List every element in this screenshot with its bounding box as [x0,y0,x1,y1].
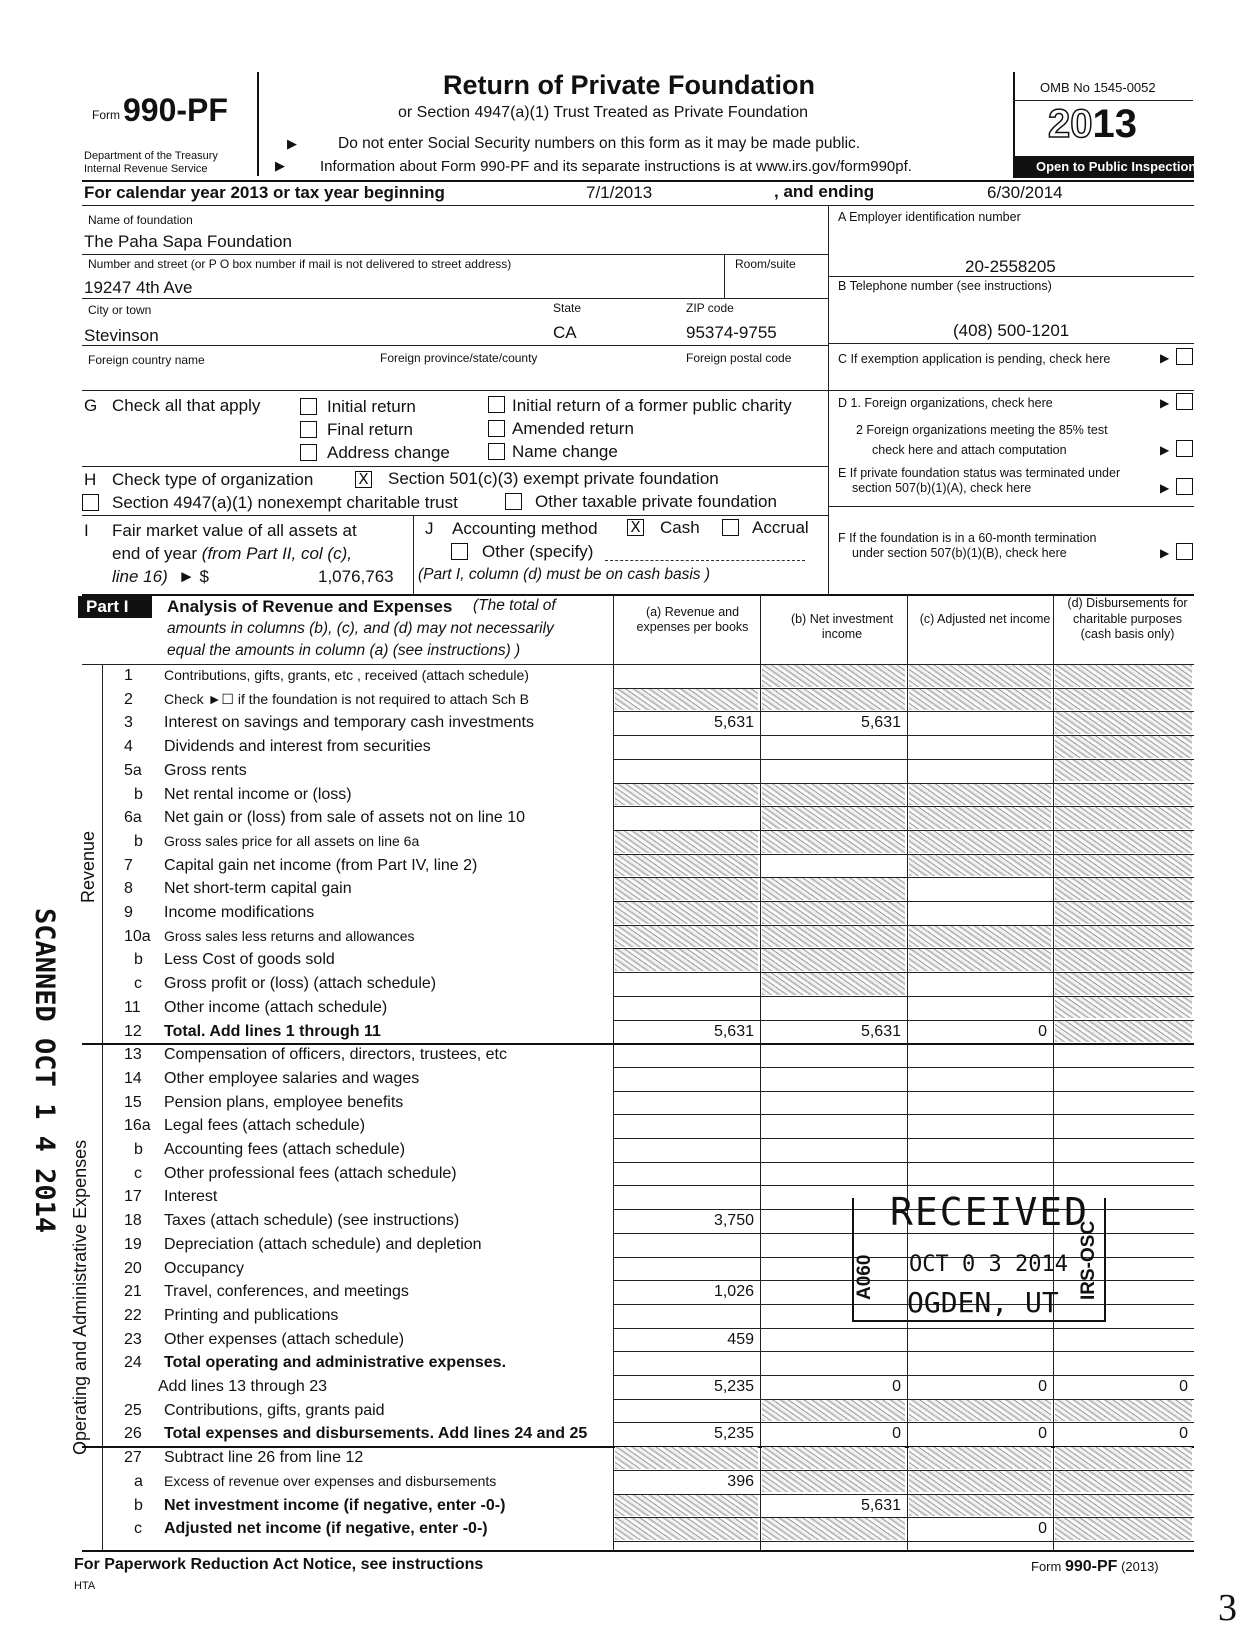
row-number: 5a [124,761,142,779]
row-label: Taxes (attach schedule) (see instructions) [164,1212,460,1230]
h-title: Check type of organization [112,470,314,489]
row-number: 26 [124,1425,142,1443]
shaded-cell [1055,855,1192,877]
initial-former-checkbox[interactable] [488,396,505,413]
stamp-received: RECEIVED [890,1190,1090,1234]
foreign-org-checkbox[interactable] [1176,393,1193,410]
row-label: Other professional fees (attach schedule) [164,1164,457,1182]
shaded-cell [909,1400,1051,1422]
expenses-side-label: Operating and Administrative Expenses [70,1139,90,1455]
row-number: 11 [124,998,141,1016]
cell-col-c[interactable]: 0 [1038,1425,1047,1443]
g-label: G [84,396,98,415]
shaded-cell [615,902,758,924]
i-arrow: ► $ [178,567,210,586]
row-number: 3 [124,714,133,732]
address-change-checkbox[interactable] [300,444,317,461]
cash-checkbox[interactable]: X [627,519,644,536]
row-number: 17 [124,1188,142,1206]
phone: (408) 500-1201 [953,321,1070,340]
row-label: Compensation of officers, directors, trustees, etc [164,1046,507,1064]
row-number: 14 [124,1069,142,1087]
arrow-icon: ▶ [1160,443,1170,457]
shaded-cell [909,689,1051,711]
ein-label: A Employer identification number [838,210,1021,224]
part1-desc-1: (The total of [473,597,556,614]
shaded-cell [762,1400,905,1422]
shaded-cell [1055,736,1192,758]
shaded-cell [1055,1447,1192,1469]
shaded-cell [762,1447,905,1469]
row-number: b [134,1496,143,1514]
cash-label: Cash [660,518,700,537]
cell-col-c[interactable]: 0 [1038,1378,1047,1395]
period-begin: 7/1/2013 [586,183,653,202]
other-method-checkbox[interactable] [451,543,468,560]
stamp-left-code: A060 [854,1254,875,1300]
row-label: Depreciation (attach schedule) and depletion [164,1235,482,1253]
col-b-header: (b) Net investment income [790,612,894,641]
shaded-cell [615,689,758,711]
shaded-cell [1055,1471,1192,1493]
f-label-2: under section 507(b)(1)(B), check here [852,546,1067,560]
row-label: Other income (attach schedule) [164,998,388,1016]
row-label: Income modifications [164,904,315,921]
shaded-cell [1055,1518,1192,1540]
zip-label: ZIP code [686,301,734,315]
form-number: 990-PF [123,92,228,128]
i-line2: end of year (from Part II, col (c), [112,544,352,563]
footer-form-ref: Form 990-PF (2013) [1031,1558,1159,1575]
shaded-cell [1055,973,1192,995]
shaded-cell [615,831,758,853]
row-label: Gross rents [164,761,247,779]
501c3-checkbox[interactable]: X [355,471,372,488]
arrow-icon: ▶ [275,158,285,173]
stamp-date: OCT 0 3 2014 [909,1252,1068,1277]
row-number: a [134,1472,143,1490]
name-change-label: Name change [512,442,618,461]
sixty-month-checkbox[interactable] [1176,543,1193,560]
shaded-cell [615,1518,758,1540]
shaded-cell [909,1471,1051,1493]
state-label: State [553,301,582,315]
shaded-cell [762,784,905,806]
e-label-2: section 507(b)(1)(A), check here [852,481,1032,495]
tax-year: 2013 [1048,102,1137,146]
cell-col-d[interactable]: 0 [1179,1378,1188,1395]
row-label: Interest on savings and temporary cash investments [164,714,534,732]
i-label: I [84,521,89,540]
initial-former-label: Initial return of a former public charity [512,396,792,415]
form-title: Return of Private Foundation [443,70,816,100]
row-label: Net rental income or (loss) [164,785,352,803]
shaded-cell [762,1518,905,1540]
col-a-header: (a) Revenue and expenses per books [636,605,749,634]
row-label: Gross profit or (loss) (attach schedule) [164,975,437,993]
form-subtitle: or Section 4947(a)(1) Trust Treated as Private Foundation [398,104,808,121]
row-number: c [134,1520,142,1538]
form-prefix: Form [92,108,120,122]
row-label: Legal fees (attach schedule) [164,1117,366,1135]
row-label: Adjusted net income (if negative, enter -0-) [164,1520,488,1538]
foundation-name: The Paha Sapa Foundation [84,232,292,251]
cell-col-b[interactable]: 0 [892,1425,901,1443]
part1-title: Analysis of Revenue and Expenses [167,597,453,616]
foreign-province-label: Foreign province/state/county [380,351,538,365]
row-label: Total. Add lines 1 through 11 [164,1022,381,1040]
shaded-cell [909,784,1051,806]
row-number: c [134,975,142,993]
row-label: Net short-term capital gain [164,880,352,898]
row-label: Total expenses and disbursements. Add lines 24 and 25 [164,1425,588,1443]
shaded-cell [762,878,905,900]
cell-col-a[interactable]: 396 [727,1472,754,1490]
shaded-cell [762,973,905,995]
i-line3: line 16) [112,567,168,586]
row-number: 20 [124,1259,142,1277]
row-label: Interest [164,1188,218,1206]
other-taxable-label: Other taxable private foundation [535,492,777,511]
shaded-cell [1055,784,1192,806]
h-label: H [84,470,97,489]
row-number: 9 [124,904,133,921]
row-label: Printing and publications [164,1306,339,1324]
row-label: Add lines 13 through 23 [158,1378,328,1395]
zip-code: 95374-9755 [686,323,777,342]
row-label: Less Cost of goods sold [164,951,335,969]
shaded-cell [1055,926,1192,948]
row-number: 15 [124,1093,142,1111]
accrual-checkbox[interactable] [722,519,739,536]
row-number: 18 [124,1212,142,1230]
footer-hta: HTA [74,1580,96,1592]
cell-col-a[interactable]: 5,235 [713,1425,754,1443]
exemption-pending-checkbox[interactable] [1176,348,1193,365]
shaded-cell [909,665,1051,687]
f-label: F If the foundation is in a 60-month termination [838,531,1097,545]
shaded-cell [909,807,1051,829]
row-label: Check ►☐ if the foundation is not required to attach Sch B [164,690,529,707]
foreign-postal-label: Foreign postal code [686,351,792,365]
j-note: (Part I, column (d) must be on cash basis ) [418,566,711,583]
row-number: 22 [124,1306,142,1324]
row-label: Accounting fees (attach schedule) [164,1141,406,1158]
street-label: Number and street (or P O box number if mail is not delivered to street address) [88,257,512,271]
row-label: Other expenses (attach schedule) [164,1330,405,1348]
row-number: 4 [124,738,133,756]
j-label: J [425,519,434,538]
shaded-cell [1055,1400,1192,1422]
g-title: Check all that apply [112,396,261,415]
cell-col-d[interactable]: 0 [1179,1425,1188,1443]
shaded-cell [762,689,905,711]
department: Department of the Treasury [84,150,218,162]
street-address: 19247 4th Ave [84,278,193,297]
shaded-cell [909,1495,1051,1517]
shaded-cell [615,926,758,948]
shaded-cell [1055,760,1192,782]
cell-col-a[interactable]: 5,631 [713,1022,754,1040]
part1-desc-2: amounts in columns (b), (c), and (d) may not necessarily [167,620,554,637]
shaded-cell [1055,689,1192,711]
d2-label-2: check here and attach computation [872,443,1067,457]
501c3-label: Section 501(c)(3) exempt private foundation [388,469,719,488]
row-number: 7 [124,856,133,874]
foundation-name-label: Name of foundation [88,213,193,227]
shaded-cell [762,1471,905,1493]
other-method-specify-field[interactable] [605,560,805,561]
shaded-cell [1055,1495,1192,1517]
row-label: Net investment income (if negative, enter -0-) [164,1496,506,1514]
status-terminated-checkbox[interactable] [1176,478,1193,495]
state: CA [553,323,577,342]
shaded-cell [909,831,1051,853]
row-number: 25 [124,1401,142,1419]
amended-return-checkbox[interactable] [488,420,505,437]
row-number: b [134,785,143,803]
row-label: Gross sales less returns and allowances [164,927,415,944]
irs-name: Internal Revenue Service [84,163,208,175]
row-number: 24 [124,1354,142,1372]
shaded-cell [762,665,905,687]
shaded-cell [615,855,758,877]
shaded-cell [615,1495,758,1517]
period-label: For calendar year 2013 or tax year beginning [84,183,445,202]
shaded-cell [1055,878,1192,900]
cell-col-a[interactable]: 3,750 [713,1212,754,1230]
row-label: Contributions, gifts, grants paid [164,1401,385,1419]
row-number: 27 [124,1449,142,1467]
row-number: 16a [124,1117,151,1135]
row-number: b [134,832,143,850]
stamp-place: OGDEN, UT [907,1286,1059,1319]
row-label: Contributions, gifts, grants, etc , received (attach schedule) [164,667,529,683]
arrow-icon: ▶ [1160,396,1170,410]
cell-col-c[interactable]: 0 [1038,1022,1047,1040]
shaded-cell [909,949,1051,971]
other-method-label: Other (specify) [482,542,594,561]
cell-col-b[interactable]: 5,631 [860,714,901,732]
row-label: Excess of revenue over expenses and disbursements [164,1472,497,1489]
shaded-cell [762,807,905,829]
row-label: Pension plans, employee benefits [164,1093,404,1111]
final-return-checkbox[interactable] [300,421,317,438]
row-label: Occupancy [164,1259,245,1277]
shaded-cell [615,784,758,806]
row-label: Other employee salaries and wages [164,1069,420,1087]
shaded-cell [1055,807,1192,829]
part1-badge-text: Part I [86,597,129,616]
row-label: Subtract line 26 from line 12 [164,1449,364,1467]
period-end: 6/30/2014 [987,183,1063,202]
row-number: 23 [124,1330,142,1348]
final-return-label: Final return [327,420,413,439]
row-number: 10a [124,927,151,945]
row-number: 1 [124,667,133,684]
shaded-cell [762,949,905,971]
row-label: Total operating and administrative expenses. [164,1354,507,1372]
col-d-header: (d) Disbursements for charitable purposes (cash basis only) [1067,596,1188,641]
row-number: 12 [124,1022,142,1040]
shaded-cell [909,855,1051,877]
arrow-icon: ▶ [287,136,297,151]
j-title: Accounting method [452,519,598,538]
e-label: E If private foundation status was terminated under [838,466,1121,480]
shaded-cell [615,878,758,900]
row-label: Gross sales price for all assets on line 6a [164,832,420,849]
arrow-icon: ▶ [1160,546,1170,560]
initial-return-label: Initial return [327,397,416,416]
shaded-cell [615,1447,758,1469]
shaded-cell [1055,712,1192,734]
revenue-side-label: Revenue [78,830,98,903]
d2-label: 2 Foreign organizations meeting the 85% test [856,423,1108,437]
row-label: Net gain or (loss) from sale of assets not on line 10 [164,809,526,827]
name-change-checkbox[interactable] [488,443,505,460]
address-change-label: Address change [327,443,450,462]
row-number: 8 [124,880,133,898]
shaded-cell [909,1447,1051,1469]
row-number: b [134,1141,143,1158]
cell-col-c[interactable]: 0 [1038,1520,1047,1538]
arrow-icon: ▶ [1160,351,1170,365]
cell-col-a[interactable]: 1,026 [713,1283,754,1301]
stamp-frame [852,1198,1106,1322]
initial-return-checkbox[interactable] [300,398,317,415]
ssn-notice: Do not enter Social Security numbers on this form as it may be made public. [338,135,861,152]
info-notice: Information about Form 990-PF and its separate instructions is at www.irs.gov/form990pf. [320,158,912,175]
row-number: b [134,951,143,969]
received-stamp [852,1190,1104,1325]
omb-number: OMB No 1545-0052 [1040,80,1156,95]
row-number: 13 [124,1046,142,1064]
row-label: Capital gain net income (from Part IV, line 2) [164,856,478,874]
cell-col-b[interactable]: 5,631 [860,1496,901,1514]
4947-trust-checkbox[interactable] [82,494,99,511]
row-number: c [134,1164,142,1182]
cell-col-b[interactable]: 0 [892,1378,901,1395]
other-taxable-checkbox[interactable] [505,493,522,510]
footer-notice: For Paperwork Reduction Act Notice, see instructions [74,1556,484,1573]
fmv-value: 1,076,763 [318,567,394,586]
shaded-cell [1055,949,1192,971]
shaded-cell [1055,902,1192,924]
phone-label: B Telephone number (see instructions) [838,279,1052,293]
scanned-stamp: SCANNED OCT 1 4 2014 [29,908,60,1234]
city-label: City or town [88,303,152,317]
part1-desc-3: equal the amounts in column (a) (see instructions) ) [167,642,521,659]
page-mark: 3 [1218,1587,1237,1629]
amended-return-label: Amended return [512,419,634,438]
open-to-public-text: Open to Public Inspection [1036,159,1197,174]
shaded-cell [615,949,758,971]
ein: 20-2558205 [965,257,1056,276]
foreign-country-label: Foreign country name [88,353,205,367]
row-number: 19 [124,1235,142,1253]
row-number: 6a [124,809,142,827]
row-label: Dividends and interest from securities [164,738,431,756]
shaded-cell [762,926,905,948]
col-c-header: (c) Adjusted net income [919,612,1051,626]
shaded-cell [1055,665,1192,687]
period-and-ending: , and ending [774,182,875,201]
shaded-cell [1055,997,1192,1019]
row-number: 21 [124,1283,142,1301]
arrow-icon: ▶ [1160,481,1170,495]
4947-trust-label: Section 4947(a)(1) nonexempt charitable trust [112,493,458,512]
row-number: 2 [124,690,133,708]
room-suite-label: Room/suite [735,257,796,271]
shaded-cell [762,902,905,924]
shaded-cell [762,831,905,853]
i-line1: Fair market value of all assets at [112,521,357,540]
shaded-cell [1055,831,1192,853]
cell-col-b[interactable]: 5,631 [860,1022,901,1040]
exemption-pending-label: C If exemption application is pending, check here [838,352,1111,366]
accrual-label: Accrual [752,518,809,537]
row-label: Travel, conferences, and meetings [164,1283,409,1301]
stamp-right-code: IRS-OSC [1078,1220,1099,1300]
d1-label: D 1. Foreign organizations, check here [838,396,1053,410]
shaded-cell [909,926,1051,948]
shaded-cell [1055,1021,1192,1043]
cell-col-a[interactable]: 5,631 [713,714,754,732]
cell-col-a[interactable]: 5,235 [713,1378,754,1395]
cell-col-a[interactable]: 459 [727,1330,754,1348]
city: Stevinson [84,326,159,345]
foreign-85-checkbox[interactable] [1176,440,1193,457]
